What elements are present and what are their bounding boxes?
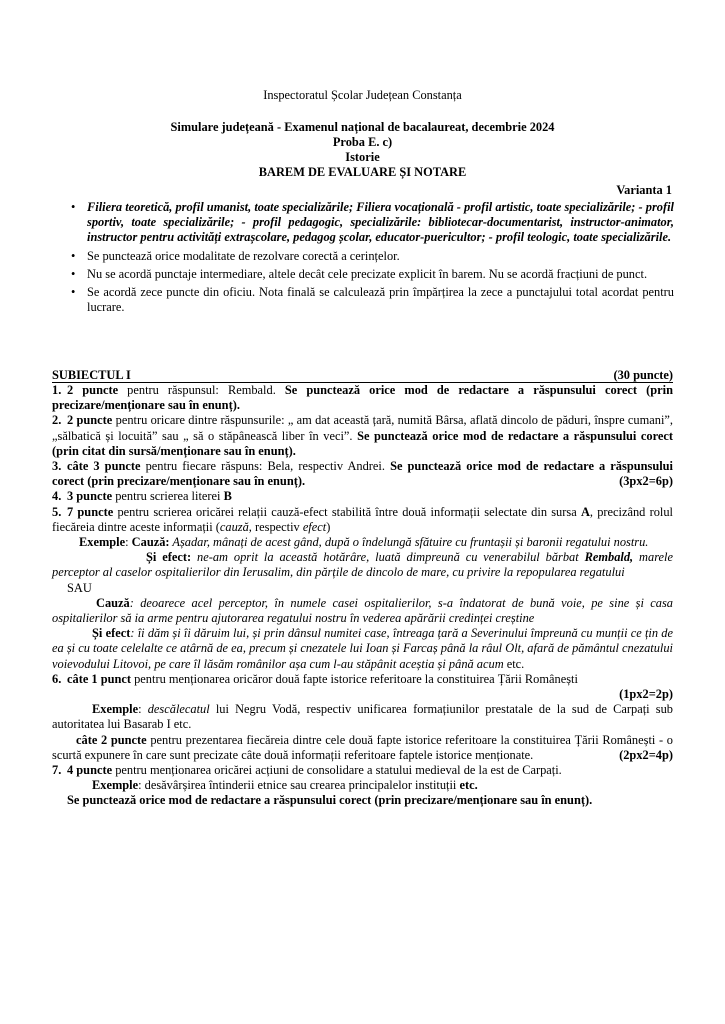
item-5-cause-2: Cauză: deoarece acel perceptor, în numele casei ospitalierilor, s-a îndatorat de bună voie, pe sine și casa ospitalierilor să ia arme pentru ajutorarea regatului nostru în vederea apărării credinței creștine: [52, 595, 673, 626]
item-7-example: Exemple: desăvârșirea întinderii etnice sau crearea principalelor instituții etc.: [92, 778, 478, 793]
bullet-icon: •: [71, 200, 76, 214]
item-6-calc-1: (1px2=2p): [619, 687, 673, 702]
item-2: 2. 2 puncte pentru oricare dintre răspunsurile: „ am dat această țară, numită Bârsa, aflată dincolo de păduri, înspre cumani”, „sălbatică și locuită” sau „ să o stăpânească liber în veci”. Se punctează orice mod de redactare a răspunsului corect (prin citat din sursă/menționare sau în enunț).: [52, 413, 673, 458]
exam-title: Simulare județeană - Examenul național de bacalaureat, decembrie 2024: [170, 120, 555, 134]
item-5-example-cause: Exemple: Cauză: Așadar, mânați de acest gând, după o îndelungă sfătuire cu fruntașii și baronii regatului nostru.: [79, 535, 649, 550]
bullet-icon: •: [71, 248, 76, 263]
item-1: 1. 2 puncte pentru răspunsul: Rembald. Se punctează orice mod de redactare a răspunsului corect (prin precizare/menționare sau în enunț).: [52, 383, 674, 413]
subject-title: SUBIECTUL I: [52, 368, 131, 382]
item-7-final-note: Se punctează orice mod de redactare a răspunsului corect (prin precizare/menționare sau în enunț).: [67, 793, 593, 808]
barem-title: BAREM DE EVALUARE ȘI NOTARE: [258, 165, 467, 179]
item-5-example-effect: Și efect: ne-am oprit la această hotărâre, luată dimpreună cu venerabilul bărbat Rembald, marele perceptor al caselor ospitalierilor din Ierusalim, din părțile de dincolo de mare, cu privire la repopularea regatului: [52, 550, 674, 580]
item-6-calc-2: (2px2=4p): [619, 747, 673, 762]
subject-discipline: Istorie: [345, 150, 380, 164]
item-7: 7. 4 puncte pentru menționarea oricărei acțiuni de consolidare a statului medieval de la est de Carpați.: [52, 763, 562, 778]
barem-body: [52, 368, 673, 809]
subject-points: (30 puncte): [613, 368, 673, 382]
item-5-effect-2: Și efect: îi dăm și îi dăruim lui, și prin dânsul numitei case, întreaga țară a Severinului împreună cu munții ce țin de ea și cu toate celelalte ce atârnă de ea, precum și cnezatele lui Ioan și Farcaș până la râul Olt, afară de pământul cnezatului voievodului Litovoi, pe care îl lăsăm românilor așa cum l-au stăpânit aceștia și până acum etc.: [52, 626, 673, 671]
instruction-item: • Nu se acordă punctaje intermediare, altele decât cele precizate explicit în barem. Nu se acordă fracțiuni de punct.: [71, 266, 648, 281]
bullet-icon: •: [71, 266, 76, 281]
item-5: 5. 7 puncte pentru scrierea oricărei relații cauză-efect stabilită între două informații selectate din sursa A, precizând rolul fiecăreia dintre aceste informații (cauză, respectiv efect): [52, 504, 673, 534]
bullet-icon: •: [71, 285, 76, 300]
item-6-example: Exemple: descălecatul lui Negru Vodă, respectiv unificarea formațiunilor prestatale de la sud de Carpați sub autoritatea lui Basarab I etc.: [52, 702, 673, 732]
instructions-list: [62, 200, 674, 318]
inspectorat-heading: Inspectoratul Școlar Județean Constanța: [263, 88, 462, 102]
item-6: 6. câte 1 punct pentru menționarea oricăror două fapte istorice referitoare la constituirea Țării Românești: [52, 671, 578, 686]
instruction-item: • Filiera teoretică, profil umanist, toate specializările; Filiera vocațională - profil artistic, toate specializările; - profil sportiv, toate specializările; - profil pedagogic, specializările: bibliotecar-documentarist, instructor-animator, instructor pentru activități extrașcolare, pedagog școlar, educator-puericultor; - profil teologic, toate specializările.: [71, 200, 674, 245]
subject-header: [52, 368, 673, 383]
item-3: 3. câte 3 puncte pentru fiecare răspuns: Bela, respectiv Andrei. Se punctează orice mod de redactare a răspunsului corect (prin precizare/menționare sau în enunț). (3px2=6p): [52, 459, 673, 489]
item-4: 4. 3 puncte pentru scrierea literei B: [52, 489, 232, 504]
item-3-calc: (3px2=6p): [619, 474, 673, 489]
instruction-item: • Se acordă zece puncte din oficiu. Nota finală se calculează prin împărțirea la zece a punctajului total acordat pentru lucrare.: [71, 285, 674, 315]
instruction-item: • Se punctează orice modalitate de rezolvare corectă a cerințelor.: [71, 248, 400, 263]
item-5-or: SAU: [67, 580, 92, 595]
proba-label: Proba E. c): [332, 135, 393, 149]
item-6-part-2: câte 2 puncte pentru prezentarea fiecăreia dintre cele două fapte istorice referitoare la constituirea Țării Românești - o scurtă expunere în care sunt precizate câte două informații referitoare faptele istorice menționate. (2px2=4p): [52, 732, 674, 762]
variant-label: Varianta 1: [616, 183, 672, 197]
